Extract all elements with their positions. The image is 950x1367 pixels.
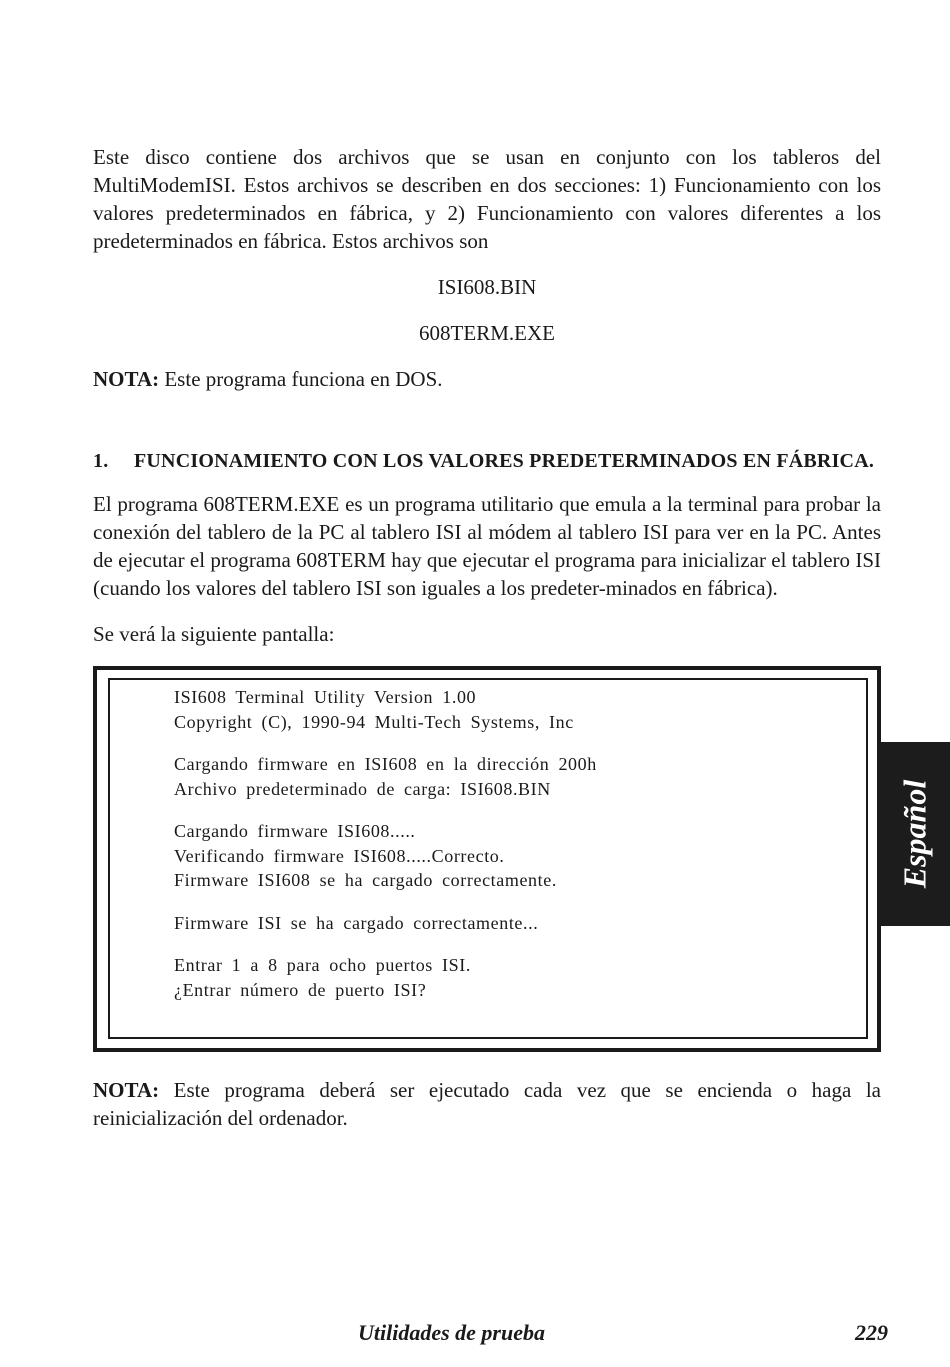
- note-text: Este programa funciona en DOS.: [159, 367, 443, 391]
- section-heading: [93, 447, 881, 476]
- screen-line: Firmware ISI608 se ha cargado correctamente.: [174, 870, 557, 890]
- body-paragraph: El programa 608TERM.EXE es un programa utilitario que emula a la terminal para probar la conexión del tablero de la PC al tablero ISI al módem al tablero ISI para ver en la PC. Antes de ejecutar el programa 608TERM hay que ejecutar el programa para inicializar el tablero ISI (cuando los valores del tablero ISI son iguales a los predeter-minados en fábrica).: [93, 492, 881, 600]
- screen-group-header: [174, 685, 597, 734]
- note-text: Este programa deberá ser ejecutado cada vez que se encienda o haga la reinicialización del ordenador.: [93, 1078, 881, 1130]
- page-number: 229: [855, 1320, 888, 1345]
- terminal-screen-text: [174, 685, 597, 1002]
- screen-line: Cargando firmware en ISI608 en la dirección 200h: [174, 754, 597, 774]
- note-reboot: [93, 1076, 881, 1132]
- file-name-bin: ISI608.BIN: [437, 275, 537, 299]
- terminal-screen-frame: [93, 666, 881, 1052]
- screen-line: Archivo predeterminado de carga: ISI608.BIN: [174, 778, 551, 799]
- screen-line: Verificando firmware ISI608.....Correcto.: [174, 845, 505, 866]
- screen-intro: Se verá la siguiente pantalla:: [93, 622, 335, 646]
- note-label: NOTA:: [93, 1078, 160, 1102]
- note-dos: [93, 365, 881, 393]
- screen-line: Cargando firmware ISI608.....: [174, 821, 416, 841]
- language-side-tab: [879, 742, 950, 926]
- screen-group-firmware-load: [174, 819, 597, 893]
- section-title: FUNCIONAMIENTO CON LOS VALORES PREDETERMINADOS EN FÁBRICA.: [134, 450, 875, 472]
- file-name-exe: 608TERM.EXE: [419, 321, 555, 345]
- side-tab-label: Español: [896, 779, 932, 889]
- screen-line: Firmware ISI se ha cargado correctamente...: [174, 912, 539, 933]
- screen-group-port-prompt: [174, 953, 597, 1002]
- page-content: [93, 143, 881, 1132]
- section-number: 1.: [93, 450, 109, 472]
- screen-line: ¿Entrar número de puerto ISI?: [174, 979, 427, 1000]
- footer-title: Utilidades de prueba: [358, 1320, 545, 1345]
- screen-group-firmware-done: [174, 911, 597, 936]
- screen-line: Entrar 1 a 8 para ocho puertos ISI.: [174, 955, 471, 975]
- screen-line: Copyright (C), 1990-94 Multi-Tech Systems, Inc: [174, 711, 574, 732]
- screen-line: ISI608 Terminal Utility Version 1.00: [174, 687, 477, 707]
- screen-group-load-address: [174, 752, 597, 801]
- note-label: NOTA:: [93, 367, 160, 391]
- intro-paragraph: Este disco contiene dos archivos que se usan en conjunto con los tableros del MultiModemISI. Estos archivos se describen en dos secciones: 1) Funcionamiento con los valores predeterminados en fábrica, y 2) Funcionamiento con valores diferentes a los predeterminados en fábrica. Estos archivos son: [93, 145, 881, 253]
